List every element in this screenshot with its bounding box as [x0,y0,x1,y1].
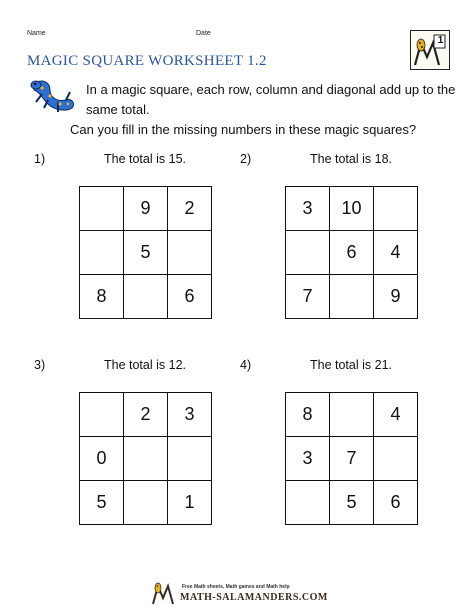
cell[interactable]: 1 [168,481,212,525]
magic-square-4 [285,392,418,525]
cell[interactable]: 6 [330,231,374,275]
salamander-icon [28,76,78,118]
cell[interactable] [374,187,418,231]
grade-number: 1 [437,35,444,46]
cell[interactable]: 5 [80,481,124,525]
cell[interactable]: 10 [330,187,374,231]
problem-4-number: 4) [240,358,252,372]
cell[interactable]: 5 [330,481,374,525]
magic-square-3 [79,392,212,525]
cell[interactable]: 3 [286,187,330,231]
cell[interactable] [124,481,168,525]
cell[interactable] [374,437,418,481]
cell[interactable]: 5 [124,231,168,275]
cell[interactable] [124,275,168,319]
footer-brand[interactable]: MATH-SALAMANDERS.COM [180,592,328,603]
intro-line-1: In a magic square, each row, column and diagonal add up to the [86,82,456,97]
cell[interactable] [330,393,374,437]
cell[interactable]: 8 [286,393,330,437]
cell[interactable] [80,393,124,437]
intro-line-3: Can you fill in the missing numbers in these magic squares? [70,122,417,137]
problem-2-number: 2) [240,152,252,166]
cell[interactable] [330,275,374,319]
cell[interactable]: 3 [286,437,330,481]
name-label: Name [27,30,46,37]
intro-line-2: same total. [86,102,150,117]
cell[interactable]: 7 [286,275,330,319]
cell[interactable] [168,231,212,275]
salamander-footer-icon [150,580,176,606]
cell[interactable]: 0 [80,437,124,481]
problem-4-total: The total is 21. [310,358,392,372]
date-label: Date [196,30,211,37]
cell[interactable]: 4 [374,393,418,437]
cell[interactable]: 8 [80,275,124,319]
cell[interactable] [80,231,124,275]
cell[interactable] [168,437,212,481]
magic-square-1 [79,186,212,319]
magic-square-2 [285,186,418,319]
cell[interactable]: 6 [374,481,418,525]
cell[interactable] [286,481,330,525]
cell[interactable] [286,231,330,275]
cell[interactable] [124,437,168,481]
problem-3-number: 3) [34,358,46,372]
problem-2-total: The total is 18. [310,152,392,166]
page-title: MAGIC SQUARE WORKSHEET 1.2 [27,53,267,69]
problem-1-total: The total is 15. [104,152,186,166]
cell[interactable]: 9 [124,187,168,231]
grade-logo [410,30,450,70]
cell[interactable]: 4 [374,231,418,275]
problem-3-total: The total is 12. [104,358,186,372]
cell[interactable]: 2 [124,393,168,437]
cell[interactable]: 6 [168,275,212,319]
cell[interactable]: 3 [168,393,212,437]
cell[interactable]: 2 [168,187,212,231]
cell[interactable]: 7 [330,437,374,481]
problem-1-number: 1) [34,152,46,166]
cell[interactable]: 9 [374,275,418,319]
cell[interactable] [80,187,124,231]
footer-tagline: Free Math sheets, Math games and Math help [182,584,290,590]
